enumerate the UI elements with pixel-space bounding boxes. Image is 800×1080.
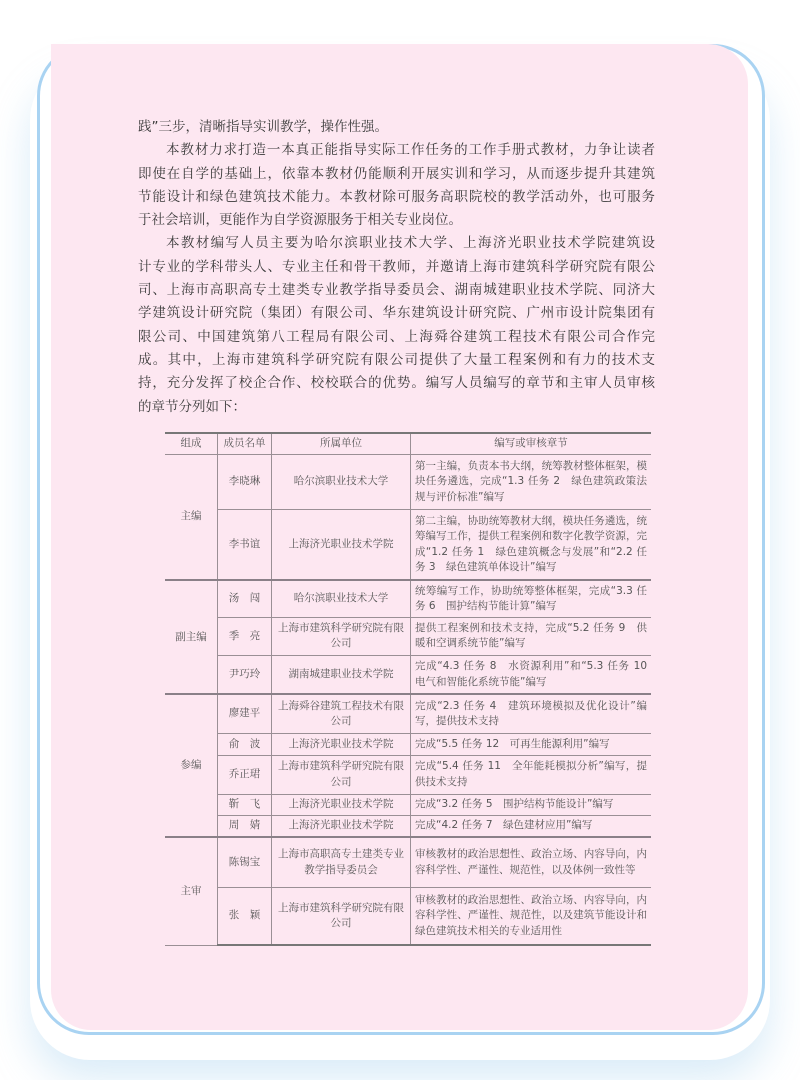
unit-cell: 上海济光职业技术学院 [272,509,411,580]
paragraph-line: 成。其中，上海市建筑科学研究院有限公司提供了大量工程案例和有力的技术支 [138,351,655,368]
paragraph-line: 的章节分列如下： [138,398,246,415]
paragraph-line: 持，充分发挥了校企合作、校校联合的优势。编写人员编写的章节和主审人员审核 [138,375,655,392]
header-chapters: 编写或审核章节 [411,433,652,455]
table-row [165,580,651,617]
member-name-cell: 靳 飞 [218,794,272,815]
member-name-cell: 俞 波 [218,733,272,755]
unit-cell: 上海市建筑科学研究院有限公司 [272,755,411,794]
role-cell: 副主编 [165,580,218,694]
chapters-cell: 完成“5.5 任务 12 可再生能源利用”编写 [411,733,652,755]
chapters-cell: 审核教材的政治思想性、政治立场、内容导向，内容科学性、严谨性、规范性，以及体例一致性等 [411,837,652,887]
table-row [165,454,651,509]
chapters-cell: 完成“2.3 任务 4 建筑环境模拟及优化设计”编写，提供技术支持 [411,694,652,733]
role-cell: 主编 [165,454,218,580]
member-name-cell: 陈锡宝 [218,837,272,887]
table-row [165,694,651,733]
paragraph-line: 节能设计和绿色建筑技术能力。本教材除可服务高职院校的教学活动外，也可服务 [138,188,655,205]
chapters-cell: 完成“4.2 任务 7 绿色建材应用”编写 [411,815,652,837]
unit-cell: 湖南城建职业技术学院 [272,655,411,694]
authors-table [165,432,658,947]
unit-cell: 上海济光职业技术学院 [272,815,411,837]
unit-cell: 上海市建筑科学研究院有限公司 [272,617,411,655]
member-name-cell: 廖建平 [218,694,272,733]
table-header-row [165,433,651,455]
unit-cell: 上海市建筑科学研究院有限公司 [272,887,411,945]
paragraph-line: 于社会培训，更能作为自学资源服务于相关专业岗位。 [138,212,462,229]
chapters-cell: 审核教材的政治思想性、政治立场、内容导向，内容科学性、严谨性、规范性，以及建筑节能设计和绿色建筑技术相关的专业适用性 [411,887,652,945]
unit-cell: 上海舜谷建筑工程技术有限公司 [272,694,411,733]
chapters-cell: 第二主编，协助统筹教材大纲，模块任务遴选，统筹编写工作，提供工程案例和数字化教学资源，完成“1.2 任务 1 绿色建筑概念与发展”和“2.2 任务 3 绿色建筑单体设计”编写 [411,509,652,580]
unit-cell: 上海市高职高专土建类专业教学指导委员会 [272,837,411,887]
table-row [165,755,651,794]
member-name-cell: 李书谊 [218,509,272,580]
role-cell: 参编 [165,694,218,837]
paragraph-line: 践”三步，清晰指导实训教学，操作性强。 [138,119,388,135]
table-row [165,655,651,694]
paragraph-line: 本教材编写人员主要为哈尔滨职业技术大学、上海济光职业技术学院建筑设 [166,235,655,252]
paragraph-line: 本教材力求打造一本真正能指导实际工作任务的工作手册式教材，力争让读者 [166,142,655,159]
table-row [165,815,651,837]
table-row [165,509,651,580]
page-content [138,116,658,946]
member-name-cell: 周 婧 [218,815,272,837]
member-name-cell: 尹巧玲 [218,655,272,694]
paragraph-line: 计专业的学科带头人、专业主任和骨干教师，并邀请上海市建筑科学研究院有限公 [138,258,655,275]
chapters-cell: 完成“4.3 任务 8 水资源利用”和“5.3 任务 10 电气和智能化系统节能”编写 [411,655,652,694]
member-name-cell: 李晓琳 [218,454,272,509]
paragraph-line: 限公司、中国建筑第八工程局有限公司、上海舜谷建筑工程技术有限公司合作完 [138,328,655,345]
paragraph-line: 司、上海市高职高专土建类专业教学指导委员会、湖南城建职业技术学院、同济大 [138,282,655,299]
table-row [165,617,651,655]
header-name: 成员名单 [218,433,272,455]
header-unit: 所属单位 [272,433,411,455]
chapters-cell: 统筹编写工作，协助统筹整体框架，完成“3.3 任务 6 围护结构节能计算”编写 [411,580,652,617]
member-name-cell: 乔正珺 [218,755,272,794]
table-row [165,887,651,945]
chapters-cell: 完成“3.2 任务 5 围护结构节能设计”编写 [411,794,652,815]
paragraph-line: 即使在自学的基础上，依靠本教材仍能顺利开展实训和学习，从而逐步提升其建筑 [138,165,655,182]
chapters-cell: 第一主编，负责本书大纲，统筹教材整体框架，模块任务遴选，完成“1.3 任务 2 绿色建筑政策法规与评价标准”编写 [411,454,652,509]
table-row [165,733,651,755]
paragraph-line: 学建筑设计研究院（集团）有限公司、华东建筑设计研究院、广州市设计院集团有 [138,305,655,322]
role-cell: 主审 [165,837,218,945]
member-name-cell: 汤 闯 [218,580,272,617]
header-role: 组成 [165,433,218,455]
table-row [165,794,651,815]
unit-cell: 上海济光职业技术学院 [272,794,411,815]
body-text [138,116,655,419]
table-row [165,837,651,887]
unit-cell: 哈尔滨职业技术大学 [272,580,411,617]
member-name-cell: 季 亮 [218,617,272,655]
chapters-cell: 提供工程案例和技术支持，完成“5.2 任务 9 供暖和空调系统节能”编写 [411,617,652,655]
chapters-cell: 完成“5.4 任务 11 全年能耗模拟分析”编写，提供技术支持 [411,755,652,794]
unit-cell: 上海济光职业技术学院 [272,733,411,755]
member-name-cell: 张 颖 [218,887,272,945]
unit-cell: 哈尔滨职业技术大学 [272,454,411,509]
